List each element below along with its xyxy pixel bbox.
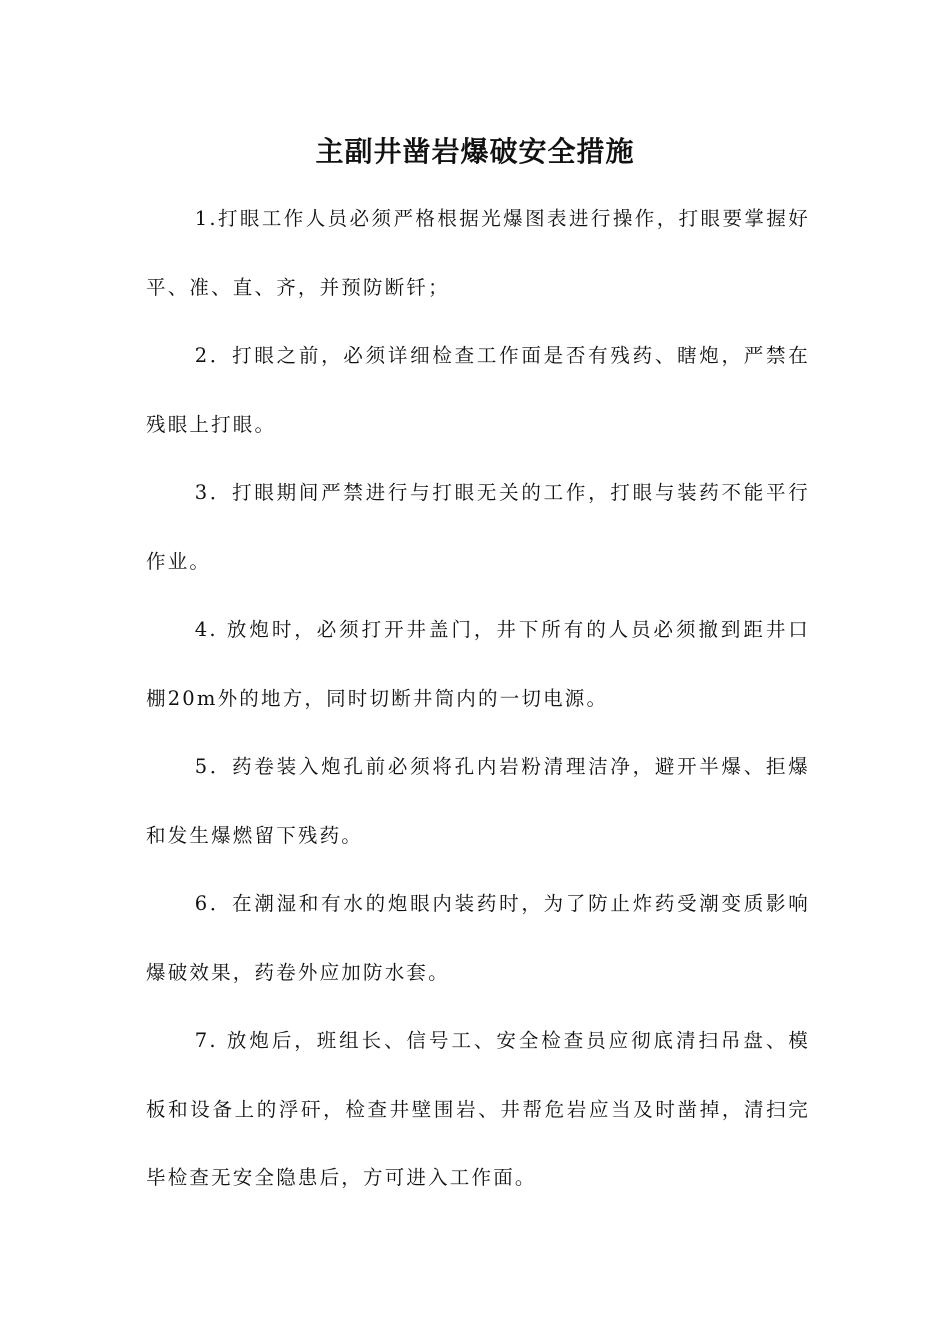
document-title: 主副井凿岩爆破安全措施 [315,135,635,168]
safety-item-1: 1.打眼工作人员必须严格根据光爆图表进行操作，打眼要掌握好平、准、直、齐，并预防断钎； [146,207,810,299]
safety-item-5: 5．药卷装入炮孔前必须将孔内岩粉清理洁净，避开半爆、拒爆和发生爆燃留下残药。 [146,755,810,847]
safety-item-2: 2．打眼之前，必须详细检查工作面是否有残药、瞎炮，严禁在残眼上打眼。 [146,344,810,436]
safety-item-6: 6．在潮湿和有水的炮眼内装药时，为了防止炸药受潮变质影响爆破效果，药卷外应加防水套。 [146,892,810,984]
safety-item-4: 4. 放炮时，必须打开井盖门，井下所有的人员必须撤到距井口棚20m外的地方，同时切断井筒内的一切电源。 [146,618,810,710]
safety-item-7: 7. 放炮后，班组长、信号工、安全检查员应彻底清扫吊盘、模板和设备上的浮矸，检查井壁围岩、井帮危岩应当及时凿掉，清扫完毕检查无安全隐患后，方可进入工作面。 [146,1029,810,1189]
safety-item-3: 3．打眼期间严禁进行与打眼无关的工作，打眼与装药不能平行作业。 [146,481,810,573]
document-body [146,185,810,1213]
